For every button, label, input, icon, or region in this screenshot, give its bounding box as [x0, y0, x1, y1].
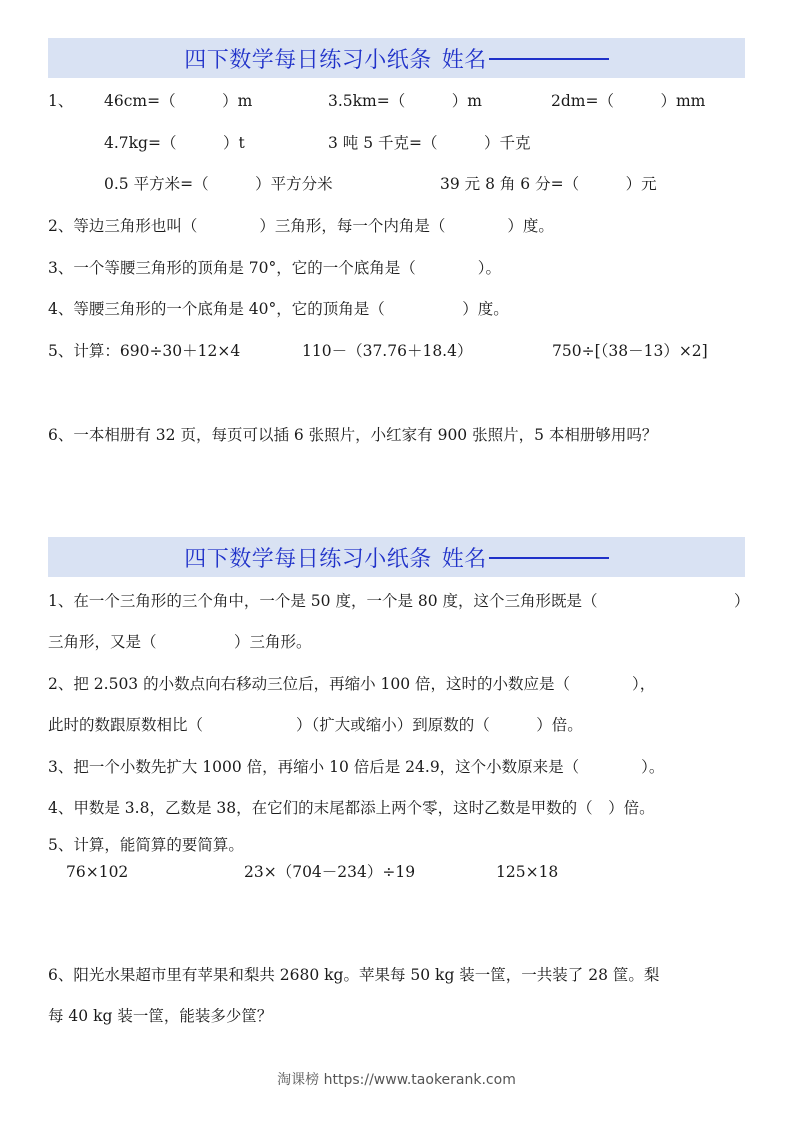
sheet2-q1-line1: 1、在一个三角形的三个角中，一个是 50 度，一个是 80 度，这个三角形既是（ — [48, 592, 598, 610]
sheet2-q5: 5、计算，能简算的要简算。 — [48, 836, 244, 854]
sheet1-name-blank — [489, 57, 609, 60]
sheet1-q1-d: 4.7kg=（ ）t — [104, 134, 245, 152]
sheet2-q5-a: 76×102 — [66, 863, 129, 881]
sheet1-q5-c: 750÷[（38－13）×2] — [552, 342, 708, 360]
sheet2-name-blank — [489, 556, 609, 559]
sheet2-q6-line2: 每 40 kg 装一筐，能装多少筐？ — [48, 1007, 273, 1025]
sheet2-q2-line1: 2、把 2.503 的小数点向右移动三位后，再缩小 100 倍，这时的小数应是（ ）， — [48, 675, 656, 693]
sheet2-name-label: 姓名 — [441, 546, 487, 572]
sheet1-q2: 2、等边三角形也叫（ ）三角形，每一个内角是（ ）度。 — [48, 217, 554, 235]
sheet1-q1-f: 0.5 平方米=（ ）平方分米 — [104, 175, 333, 193]
sheet1-title: 四下数学每日练习小纸条 — [184, 47, 432, 73]
sheet1-q6: 6、一本相册有 32 页，每页可以插 6 张照片，小红家有 900 张照片，5 本相册够用吗？ — [48, 426, 658, 444]
sheet2-q2-line2: 此时的数跟原数相比（ ）（扩大或缩小）到原数的（ ）倍。 — [48, 716, 583, 734]
sheet1-name-label: 姓名 — [441, 47, 487, 73]
sheet1-q1-number: 1、 — [48, 92, 74, 110]
sheet1-q5-a: 5、计算：690÷30＋12×4 — [48, 342, 241, 360]
sheet2-title-bar — [48, 537, 745, 577]
sheet1-q4: 4、等腰三角形的一个底角是 40°，它的顶角是（ ）度。 — [48, 300, 509, 318]
sheet2-q5-b: 23×（704－234）÷19 — [244, 863, 416, 881]
sheet2-q1-line1-close: ） — [734, 592, 750, 610]
sheet1-q1-g: 39 元 8 角 6 分=（ ）元 — [440, 175, 657, 193]
sheet1-q1-a: 46cm=（ ）m — [104, 92, 253, 110]
sheet1-q3: 3、一个等腰三角形的顶角是 70°，它的一个底角是（ ）。 — [48, 259, 502, 277]
sheet1-q1-e: 3 吨 5 千克=（ ）千克 — [328, 134, 531, 152]
footer-watermark: 淘课榜 https://www.taokerank.com — [277, 1072, 516, 1088]
sheet1-q1-c: 2dm=（ ）mm — [551, 92, 706, 110]
sheet2-q5-c: 125×18 — [496, 863, 559, 881]
sheet1-q1-b: 3.5km=（ ）m — [328, 92, 482, 110]
sheet2-q3: 3、把一个小数先扩大 1000 倍，再缩小 10 倍后是 24.9，这个小数原来是（ ）。 — [48, 758, 665, 776]
sheet1-title-bar — [48, 38, 745, 78]
sheet1-q5-b: 110－（37.76＋18.4） — [302, 342, 473, 360]
sheet2-q6-line1: 6、阳光水果超市里有苹果和梨共 2680 kg。苹果每 50 kg 装一筐，一共装了 28 筐。梨 — [48, 966, 660, 984]
sheet2-q4: 4、甲数是 3.8，乙数是 38，在它们的末尾都添上两个零，这时乙数是甲数的（ ）倍。 — [48, 799, 655, 817]
sheet2-title: 四下数学每日练习小纸条 — [184, 546, 432, 572]
sheet2-q1-line2: 三角形，又是（ ）三角形。 — [48, 633, 312, 651]
